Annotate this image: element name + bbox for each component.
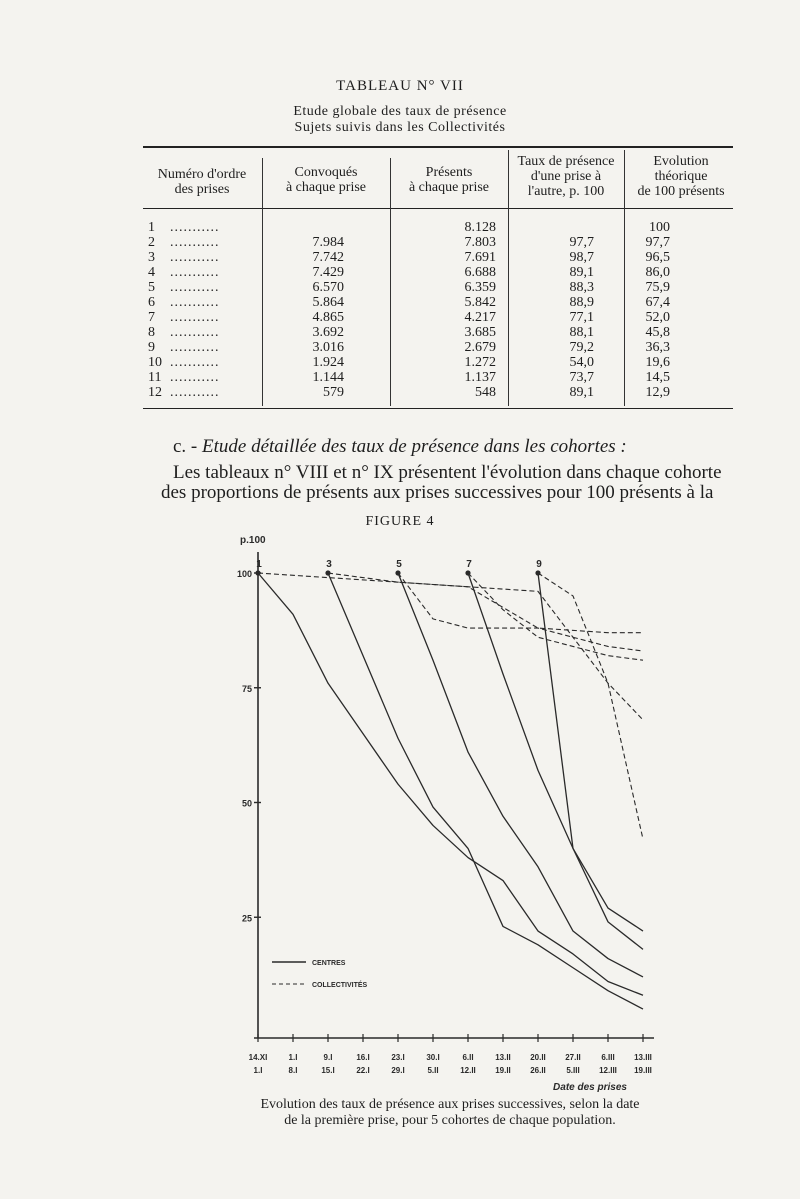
header-conv-1: Convoqués: [294, 165, 358, 180]
x-tick-label: 6.II: [462, 1053, 474, 1062]
cell-presents: 6.688: [464, 265, 496, 280]
cohort-label: 7: [466, 559, 472, 570]
cell-presents: 5.842: [464, 295, 496, 310]
x-tick-label: 1.I: [253, 1066, 263, 1075]
cohort-label: 1: [256, 559, 262, 570]
cell-convoques: 579: [323, 385, 344, 400]
cell-evolution: 12,9: [645, 385, 670, 400]
cell-convoques: 6.570: [312, 280, 344, 295]
cell-evolution: 19,6: [645, 355, 670, 370]
cell-evolution: 45,8: [645, 325, 670, 340]
cell-taux: 79,2: [569, 340, 594, 355]
row-number: 9: [148, 340, 155, 355]
cohort-start-point: [535, 570, 540, 575]
cell-convoques: 1.924: [312, 355, 344, 370]
centres-line-cohort-9: [538, 573, 643, 949]
header-num-1: Numéro d'ordre: [157, 167, 247, 182]
cohort-start-point: [325, 570, 330, 575]
x-tick-label: 23.I: [391, 1053, 405, 1062]
x-tick-label: 19.III: [634, 1066, 652, 1075]
row-number: 3: [148, 250, 155, 265]
x-tick-label: 30.I: [426, 1053, 440, 1062]
x-tick-label: 22.I: [356, 1066, 370, 1075]
cell-taux: 73,7: [569, 370, 594, 385]
centres-line-cohort-1: [258, 573, 643, 995]
row-number: 4: [148, 265, 155, 280]
x-tick-label: 13.III: [634, 1053, 652, 1062]
cohort-label: 9: [536, 559, 542, 570]
cell-evolution: 75,9: [645, 280, 670, 295]
centres-line-cohort-7: [468, 573, 643, 931]
row-number: 5: [148, 280, 155, 295]
table-title: TABLEAU N° VII: [336, 78, 464, 94]
cohort-start-point: [465, 570, 470, 575]
cell-presents: 4.217: [464, 310, 496, 325]
cell-presents: 3.685: [464, 325, 496, 340]
x-tick-label: 26.II: [530, 1066, 546, 1075]
x-tick-label: 8.I: [288, 1066, 298, 1075]
cell-convoques: 3.692: [312, 325, 344, 340]
centres-line-cohort-5: [398, 573, 643, 977]
centres-line-cohort-3: [328, 573, 643, 1009]
row-number: 2: [148, 235, 155, 250]
x-tick-label: 16.I: [356, 1053, 370, 1062]
legend-label: COLLECTIVITÉS: [312, 982, 368, 989]
cell-evolution: 100: [649, 220, 670, 235]
row-number: 6: [148, 295, 155, 310]
x-tick-label: 13.II: [495, 1053, 511, 1062]
cell-taux: 89,1: [569, 265, 594, 280]
cell-evolution: 36,3: [645, 340, 670, 355]
cell-evolution: 52,0: [645, 310, 670, 325]
cell-taux: 54,0: [569, 355, 594, 370]
leader-dots: ...........: [170, 235, 220, 250]
y-tick-label: 25: [241, 913, 252, 924]
leader-dots: ...........: [170, 325, 220, 340]
x-tick-label: 15.I: [321, 1066, 335, 1075]
cell-presents: 1.137: [464, 370, 496, 385]
cell-evolution: 67,4: [645, 295, 670, 310]
cell-evolution: 96,5: [645, 250, 670, 265]
header-pres-2: à chaque prise: [408, 180, 490, 195]
leader-dots: ...........: [170, 265, 220, 280]
header-taux-3: l'autre, p. 100: [527, 184, 605, 199]
figure-caption-1: Evolution des taux de présence aux prises successives, selon la date: [260, 1097, 640, 1112]
x-tick-label: 9.I: [323, 1053, 333, 1062]
table-subtitle-1: Etude globale des taux de présence: [293, 104, 507, 119]
cell-taux: 89,1: [569, 385, 594, 400]
section-heading-text: Etude détaillée des taux de présence dans les cohortes :: [202, 436, 627, 457]
leader-dots: ...........: [170, 355, 220, 370]
x-tick-label: 6.III: [601, 1053, 615, 1062]
collectivites-line-cohort-1: [258, 573, 643, 720]
x-tick-label: 29.I: [391, 1066, 405, 1075]
x-tick-label: 20.II: [530, 1053, 546, 1062]
row-number: 12: [148, 385, 162, 400]
y-tick-label: 75: [241, 683, 252, 694]
paragraph-line-2: des proportions de présents aux prises successives pour 100 présents à la: [161, 482, 714, 503]
leader-dots: ...........: [170, 220, 220, 235]
leader-dots: ...........: [170, 250, 220, 265]
cell-evolution: 97,7: [645, 235, 670, 250]
collectivites-line-cohort-9: [538, 573, 643, 839]
x-tick-label: 12.II: [460, 1066, 476, 1075]
cell-taux: 97,7: [569, 235, 594, 250]
header-evo-1: Evolution: [653, 154, 709, 169]
header-conv-2: à chaque prise: [285, 180, 367, 195]
x-tick-label: 5.II: [427, 1066, 439, 1075]
legend-label: CENTRES: [312, 960, 346, 967]
header-num-2: des prises: [174, 182, 230, 197]
cell-presents: 6.359: [464, 280, 496, 295]
leader-dots: ...........: [170, 370, 220, 385]
y-axis-label: p.100: [240, 535, 266, 546]
x-tick-label: 5.III: [566, 1066, 580, 1075]
header-pres-1: Présents: [425, 165, 473, 180]
cell-presents: 1.272: [464, 355, 496, 370]
cell-convoques: 7.742: [312, 250, 344, 265]
cell-convoques: 7.429: [312, 265, 344, 280]
cell-convoques: 3.016: [312, 340, 344, 355]
row-number: 1: [148, 220, 155, 235]
table-subtitle-2: Sujets suivis dans les Collectivités: [294, 120, 506, 135]
leader-dots: ...........: [170, 385, 220, 400]
cell-presents: 7.691: [464, 250, 496, 265]
y-tick-label: 50: [241, 798, 252, 809]
x-axis-label: Date des prises: [553, 1082, 627, 1093]
cell-presents: 8.128: [464, 220, 496, 235]
cell-taux: 77,1: [569, 310, 594, 325]
cell-convoques: 7.984: [312, 235, 344, 250]
cell-presents: 7.803: [464, 235, 496, 250]
cohort-start-point: [255, 570, 260, 575]
x-tick-label: 27.II: [565, 1053, 581, 1062]
x-tick-label: 1.I: [288, 1053, 298, 1062]
cell-evolution: 14,5: [645, 370, 670, 385]
row-number: 8: [148, 325, 155, 340]
cell-convoques: 5.864: [312, 295, 344, 310]
cohort-label: 5: [396, 559, 402, 570]
cohort-label: 3: [326, 559, 332, 570]
cell-evolution: 86,0: [645, 265, 670, 280]
row-number: 7: [148, 310, 155, 325]
leader-dots: ...........: [170, 280, 220, 295]
leader-dots: ...........: [170, 310, 220, 325]
leader-dots: ...........: [170, 295, 220, 310]
header-taux-2: d'une prise à: [530, 169, 602, 184]
figure-title: FIGURE 4: [365, 514, 435, 529]
cell-presents: 2.679: [464, 340, 496, 355]
cell-presents: 548: [475, 385, 496, 400]
row-number: 11: [148, 370, 162, 385]
cell-taux: 88,1: [569, 325, 594, 340]
section-prefix: c. -: [173, 436, 198, 457]
header-taux-1: Taux de présence: [517, 154, 615, 169]
x-tick-label: 12.III: [599, 1066, 617, 1075]
x-tick-label: 14.XI: [248, 1053, 268, 1062]
cohort-start-point: [395, 570, 400, 575]
header-evo-2: théorique: [654, 169, 708, 184]
cell-taux: 88,3: [569, 280, 594, 295]
paragraph-line-1: Les tableaux n° VIII et n° IX présentent l'évolution dans chaque cohorte: [173, 462, 722, 483]
y-tick-label: 100: [236, 569, 252, 579]
leader-dots: ...........: [170, 340, 220, 355]
cell-convoques: 1.144: [312, 370, 344, 385]
cell-taux: 88,9: [569, 295, 594, 310]
row-number: 10: [148, 355, 162, 370]
header-evo-3: de 100 présents: [637, 184, 725, 199]
cell-convoques: 4.865: [312, 310, 344, 325]
cell-taux: 98,7: [569, 250, 594, 265]
x-tick-label: 19.II: [495, 1066, 511, 1075]
figure-caption-2: de la première prise, pour 5 cohortes de chaque population.: [284, 1113, 616, 1128]
